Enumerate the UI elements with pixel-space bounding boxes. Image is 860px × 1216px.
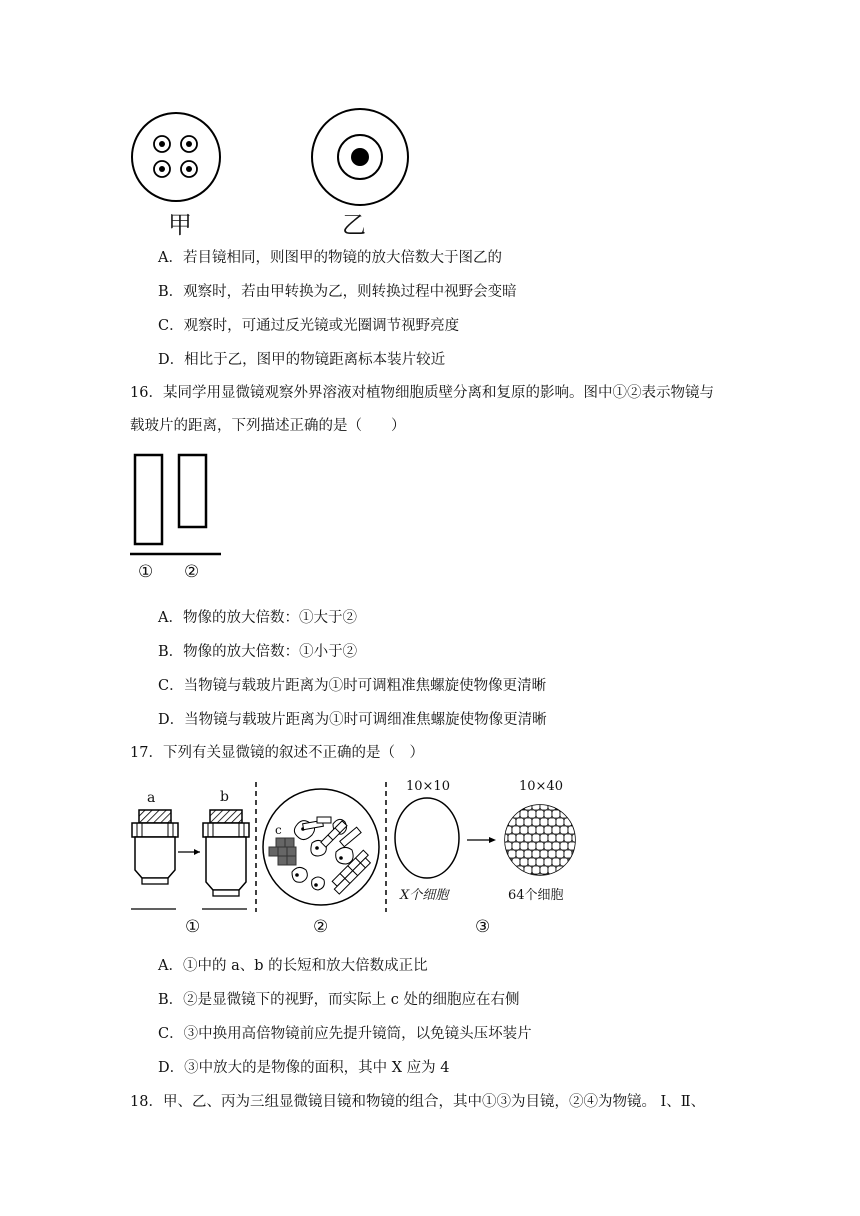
label-mag-high: 10×40 bbox=[519, 779, 563, 794]
q17-option-b: B．②是显微镜下的视野，而实际上 c 处的细胞应在右侧 bbox=[158, 992, 520, 1008]
q15-option-d: D．相比于乙，图甲的物镜距离标本装片较近 bbox=[158, 352, 446, 368]
objective-b bbox=[202, 810, 249, 909]
field-of-view-2 bbox=[263, 789, 379, 905]
q16-stem-line1: 16．某同学用显微镜观察外界溶液对植物细胞质壁分离和复原的影响。图中①②表示物镜与 bbox=[130, 385, 714, 401]
label-mag-low: 10×10 bbox=[406, 779, 450, 794]
q15-option-b: B．观察时，若由甲转换为乙，则转换过程中视野会变暗 bbox=[158, 284, 517, 300]
q16-fig-label-1: ① bbox=[138, 562, 154, 582]
q16-fig-label-2: ② bbox=[184, 562, 200, 582]
panel-label-3: ③ bbox=[475, 917, 491, 937]
label-objective-b: b bbox=[220, 789, 229, 805]
q16-stem-line2: 载玻片的距离，下列描述正确的是（ ） bbox=[130, 418, 406, 434]
label-cells-64: 64个细胞 bbox=[508, 888, 564, 903]
q16-option-d: D．当物镜与载玻片距离为①时可调细准焦螺旋使物像更清晰 bbox=[158, 712, 547, 728]
q17-option-d: D．③中放大的是物像的面积，其中 X 应为 4 bbox=[158, 1060, 450, 1076]
label-objective-a: a bbox=[147, 790, 156, 806]
label-cell-c: c bbox=[275, 823, 282, 837]
label-cells-x: X个细胞 bbox=[400, 888, 449, 903]
q16-option-a: A．物像的放大倍数：①大于② bbox=[158, 610, 357, 626]
q15-option-a: A．若目镜相同，则图甲的物镜的放大倍数大于图乙的 bbox=[158, 250, 502, 266]
panel-label-1: ① bbox=[185, 917, 201, 937]
q16-option-c: C．当物镜与载玻片距离为①时可调粗准焦螺旋使物像更清晰 bbox=[158, 678, 547, 694]
q17-option-c: C．③中换用高倍物镜前应先提升镜筒，以免镜头压坏装片 bbox=[158, 1026, 532, 1042]
high-power-field bbox=[500, 802, 584, 882]
q15-option-c: C．观察时，可通过反光镜或光圈调节视野亮度 bbox=[158, 318, 460, 334]
q16-option-b: B．物像的放大倍数：①小于② bbox=[158, 644, 358, 660]
panel-label-2: ② bbox=[313, 917, 329, 937]
q18-stem: 18．甲、乙、丙为三组显微镜目镜和物镜的组合，其中①③为目镜，②④为物镜。 Ⅰ、Ⅱ、 bbox=[130, 1094, 706, 1110]
low-power-field bbox=[395, 798, 459, 878]
q17-stem: 17．下列有关显微镜的叙述不正确的是（ ） bbox=[130, 745, 424, 761]
label-yi: 乙 bbox=[342, 211, 366, 239]
objective-a bbox=[131, 810, 178, 909]
label-jia: 甲 bbox=[168, 211, 192, 239]
q17-option-a: A．①中的 a、b 的长短和放大倍数成正比 bbox=[158, 958, 428, 974]
